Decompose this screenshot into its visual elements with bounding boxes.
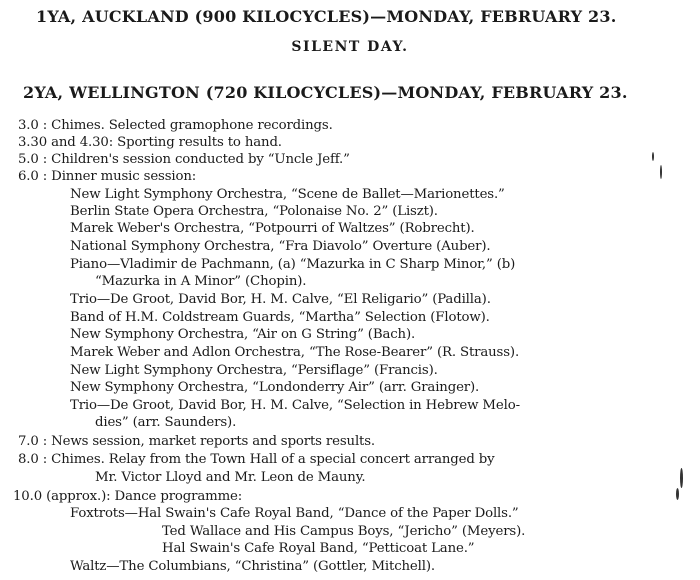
programme-line: 3.30 and 4.30: Sporting results to hand.	[18, 135, 282, 150]
programme-line: New Symphony Orchestra, “Londonderry Air” (arr. Grainger).	[70, 380, 480, 395]
programme-line: Marek Weber's Orchestra, “Potpourri of Waltzes” (Robrecht).	[70, 221, 475, 236]
station-2ya-heading: 2YA, WELLINGTON (720 KILOCYCLES)—MONDAY, FEBRUARY 23.	[23, 83, 628, 102]
programme-line: New Symphony Orchestra, “Air on G String” (Bach).	[70, 327, 416, 342]
programme-line: 6.0 : Dinner music session:	[18, 169, 197, 184]
programme-line: dies” (arr. Saunders).	[95, 415, 237, 430]
programme-line: 3.0 : Chimes. Selected gramophone recordings.	[18, 118, 333, 133]
programme-line: Berlin State Opera Orchestra, “Polonaise No. 2” (Liszt).	[70, 204, 438, 219]
programme-line: “Mazurka in A Minor” (Chopin).	[95, 274, 307, 289]
print-speck	[676, 488, 679, 500]
programme-line: Foxtrots—Hal Swain's Cafe Royal Band, “Dance of the Paper Dolls.”	[70, 506, 519, 521]
programme-line: New Light Symphony Orchestra, “Persiflage” (Francis).	[70, 363, 438, 378]
print-speck	[660, 165, 662, 179]
programme-line: 7.0 : News session, market reports and sports results.	[18, 434, 375, 449]
programme-line: Trio—De Groot, David Bor, H. M. Calve, “El Religario” (Padilla).	[70, 292, 491, 307]
programme-line: Piano—Vladimir de Pachmann, (a) “Mazurka in C Sharp Minor,” (b)	[70, 257, 516, 272]
programme-line: 8.0 : Chimes. Relay from the Town Hall of a special concert arranged by	[18, 452, 495, 467]
programme-line: Trio—De Groot, David Bor, H. M. Calve, “Selection in Hebrew Melo-	[70, 398, 520, 413]
programme-line: National Symphony Orchestra, “Fra Diavolo” Overture (Auber).	[70, 239, 491, 254]
programme-line: Band of H.M. Coldstream Guards, “Martha” Selection (Flotow).	[70, 310, 490, 325]
programme-line: Ted Wallace and His Campus Boys, “Jericho” (Meyers).	[162, 524, 526, 539]
programme-line: New Light Symphony Orchestra, “Scene de Ballet—Marionettes.”	[70, 187, 505, 202]
programme-line: Waltz—The Columbians, “Christina” (Gottler, Mitchell).	[70, 559, 435, 574]
programme-line: 10.0 (approx.): Dance programme:	[13, 489, 243, 504]
programme-line: Mr. Victor Lloyd and Mr. Leon de Mauny.	[95, 470, 366, 485]
programme-line: 5.0 : Children's session conducted by “Uncle Jeff.”	[18, 152, 350, 167]
silent-day-note: SILENT DAY.	[291, 39, 409, 55]
programme-line: Marek Weber and Adlon Orchestra, “The Rose-Bearer” (R. Strauss).	[70, 345, 520, 360]
print-speck	[680, 468, 683, 488]
station-1ya-heading: 1YA, AUCKLAND (900 KILOCYCLES)—MONDAY, FEBRUARY 23.	[36, 7, 617, 26]
print-speck	[652, 152, 654, 161]
programme-line: Hal Swain's Cafe Royal Band, “Petticoat Lane.”	[162, 541, 475, 556]
